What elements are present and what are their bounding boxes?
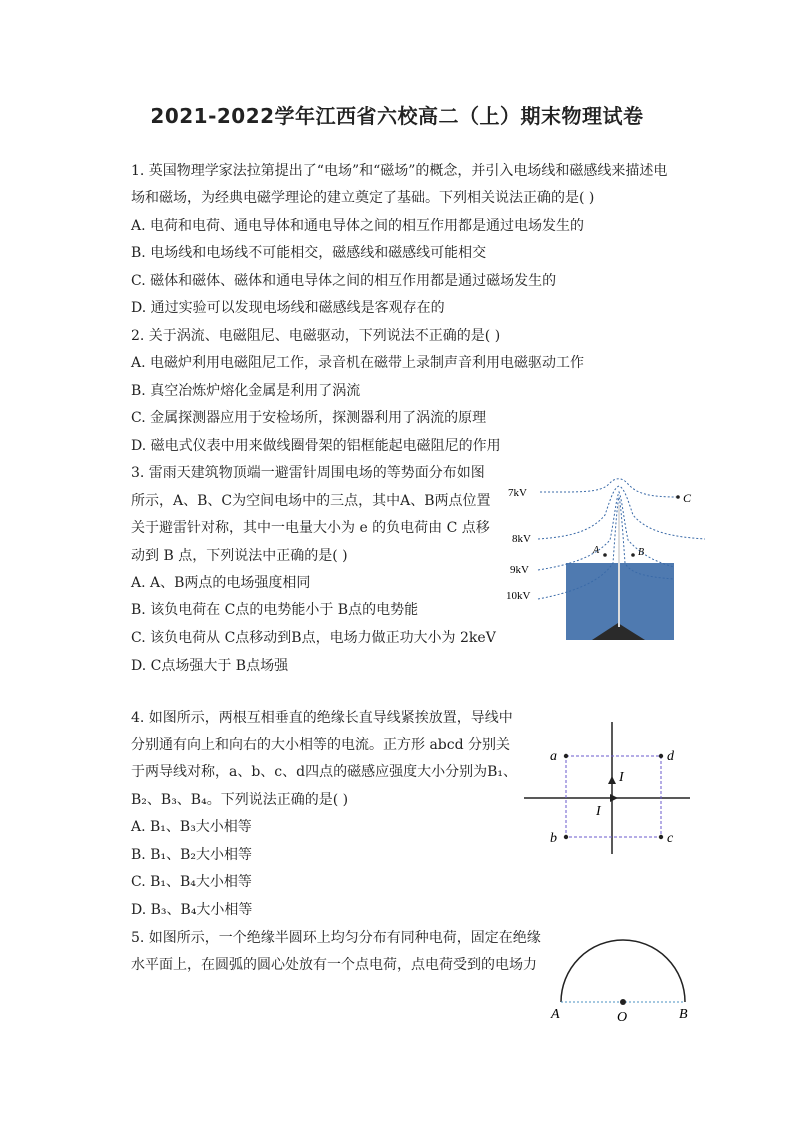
- q4-stem-line2: 分别通有向上和向右的大小相等的电流。正方形 abcd 分别关: [131, 737, 511, 753]
- label-b: b: [550, 831, 557, 846]
- point-c-dot: [659, 835, 663, 839]
- point-d-dot: [659, 754, 663, 758]
- label-9kv: 9kV: [510, 564, 529, 576]
- q4-stem-line4: B₂、B₃、B₄。下列说法正确的是( ): [131, 792, 349, 808]
- q3-stem-line2: 所示，A、B、C为空间电场中的三点，其中A、B两点位置: [131, 493, 491, 509]
- label-8kv: 8kV: [512, 533, 531, 545]
- point-a-dot: [603, 553, 607, 557]
- q2-option-d: D. 磁电式仪表中用来做线圈骨架的铝框能起电磁阻尼的作用: [131, 438, 501, 454]
- equipotential-9kv: [538, 492, 674, 570]
- q1-option-b: B. 电场线和电场线不可能相交，磁感线和磁感线可能相交: [131, 245, 487, 261]
- page-title: 2021-2022学年江西省六校高二（上）期末物理试卷: [150, 104, 644, 128]
- equipotential-7kv: [540, 479, 678, 497]
- point-a-dot: [564, 754, 568, 758]
- center-charge-dot: [620, 999, 626, 1005]
- q3-option-a: A. A、B两点的电场强度相同: [131, 575, 311, 591]
- q4-option-d: D. B₃、B₄大小相等: [131, 902, 253, 918]
- q3-stem-line3: 关于避雷针对称，其中一电量大小为 e 的负电荷由 C 点移: [131, 520, 490, 536]
- q3-option-d: D. C点场强大于 B点场强: [131, 658, 289, 674]
- q3-option-b: B. 该负电荷在 C点的电势能小于 B点的电势能: [131, 602, 419, 618]
- label-b: B: [638, 547, 645, 558]
- lightning-rod-figure: [500, 475, 710, 645]
- label-a: A: [593, 545, 600, 556]
- q4-option-b: B. B₁、B₂大小相等: [131, 847, 252, 863]
- label-d: d: [667, 749, 674, 764]
- up-current-arrow: [608, 776, 616, 784]
- point-c-dot: [676, 495, 680, 499]
- label-a: A: [551, 1007, 560, 1022]
- semicircle-arc: [561, 940, 685, 1002]
- q3-option-c: C. 该负电荷从 C点移动到B点，电场力做正功大小为 2keV: [131, 630, 496, 646]
- label-o: O: [617, 1010, 628, 1025]
- q5-stem-line2: 水平面上，在圆弧的圆心处放有一个点电荷，点电荷受到的电场力: [131, 957, 537, 973]
- q2-option-b: B. 真空冶炼炉熔化金属是利用了涡流: [131, 383, 361, 399]
- q4-stem-line3: 于两导线对称，a、b、c、d四点的磁感应强度大小分别为B₁、: [131, 764, 518, 780]
- q3-stem-line4: 动到 B 点，下列说法中正确的是( ): [131, 548, 348, 564]
- crossed-wires-figure: [520, 718, 700, 858]
- equipotential-8kv: [538, 486, 705, 539]
- q2-option-c: C. 金属探测器应用于安检场所，探测器利用了涡流的原理: [131, 410, 487, 426]
- label-7kv: 7kV: [508, 487, 527, 499]
- q2-stem-line1: 2. 关于涡流、电磁阻尼、电磁驱动，下列说法不正确的是( ): [131, 328, 501, 344]
- semicircle-figure: [545, 935, 705, 1030]
- q1-stem-line1: 1. 英国物理学家法拉第提出了“电场”和“磁场”的概念，并引入电场线和磁感线来描述电: [131, 163, 668, 179]
- label-c: C: [683, 491, 692, 505]
- q5-stem-line1: 5. 如图所示，一个绝缘半圆环上均匀分布有同种电荷，固定在绝缘: [131, 930, 541, 946]
- label-c: c: [667, 831, 674, 846]
- q4-option-c: C. B₁、B₄大小相等: [131, 874, 252, 890]
- q2-option-a: A. 电磁炉利用电磁阻尼工作，录音机在磁带上录制声音利用电磁驱动工作: [131, 355, 585, 371]
- q4-stem-line1: 4. 如图所示，两根互相垂直的绝缘长直导线紧挨放置，导线中: [131, 710, 513, 726]
- q1-stem-line2: 场和磁场，为经典电磁学理论的建立奠定了基础。下列相关说法正确的是( ): [131, 190, 595, 206]
- q3-stem-line1: 3. 雷雨天建筑物顶端一避雷针周围电场的等势面分布如图: [131, 465, 485, 481]
- label-a: a: [550, 749, 557, 764]
- point-b-dot: [564, 835, 568, 839]
- label-i-vertical: I: [619, 770, 624, 785]
- q1-option-c: C. 磁体和磁体、磁体和通电导体之间的相互作用都是通过磁场发生的: [131, 273, 557, 289]
- q1-option-a: A. 电荷和电荷、通电导体和通电导体之间的相互作用都是通过电场发生的: [131, 218, 585, 234]
- label-b: B: [679, 1007, 688, 1022]
- label-10kv: 10kV: [506, 590, 531, 602]
- right-current-arrow: [610, 794, 618, 802]
- label-i-horizontal: I: [596, 804, 601, 819]
- q4-option-a: A. B₁、B₃大小相等: [131, 819, 252, 835]
- q1-option-d: D. 通过实验可以发现电场线和磁感线是客观存在的: [131, 300, 445, 316]
- point-b-dot: [631, 553, 635, 557]
